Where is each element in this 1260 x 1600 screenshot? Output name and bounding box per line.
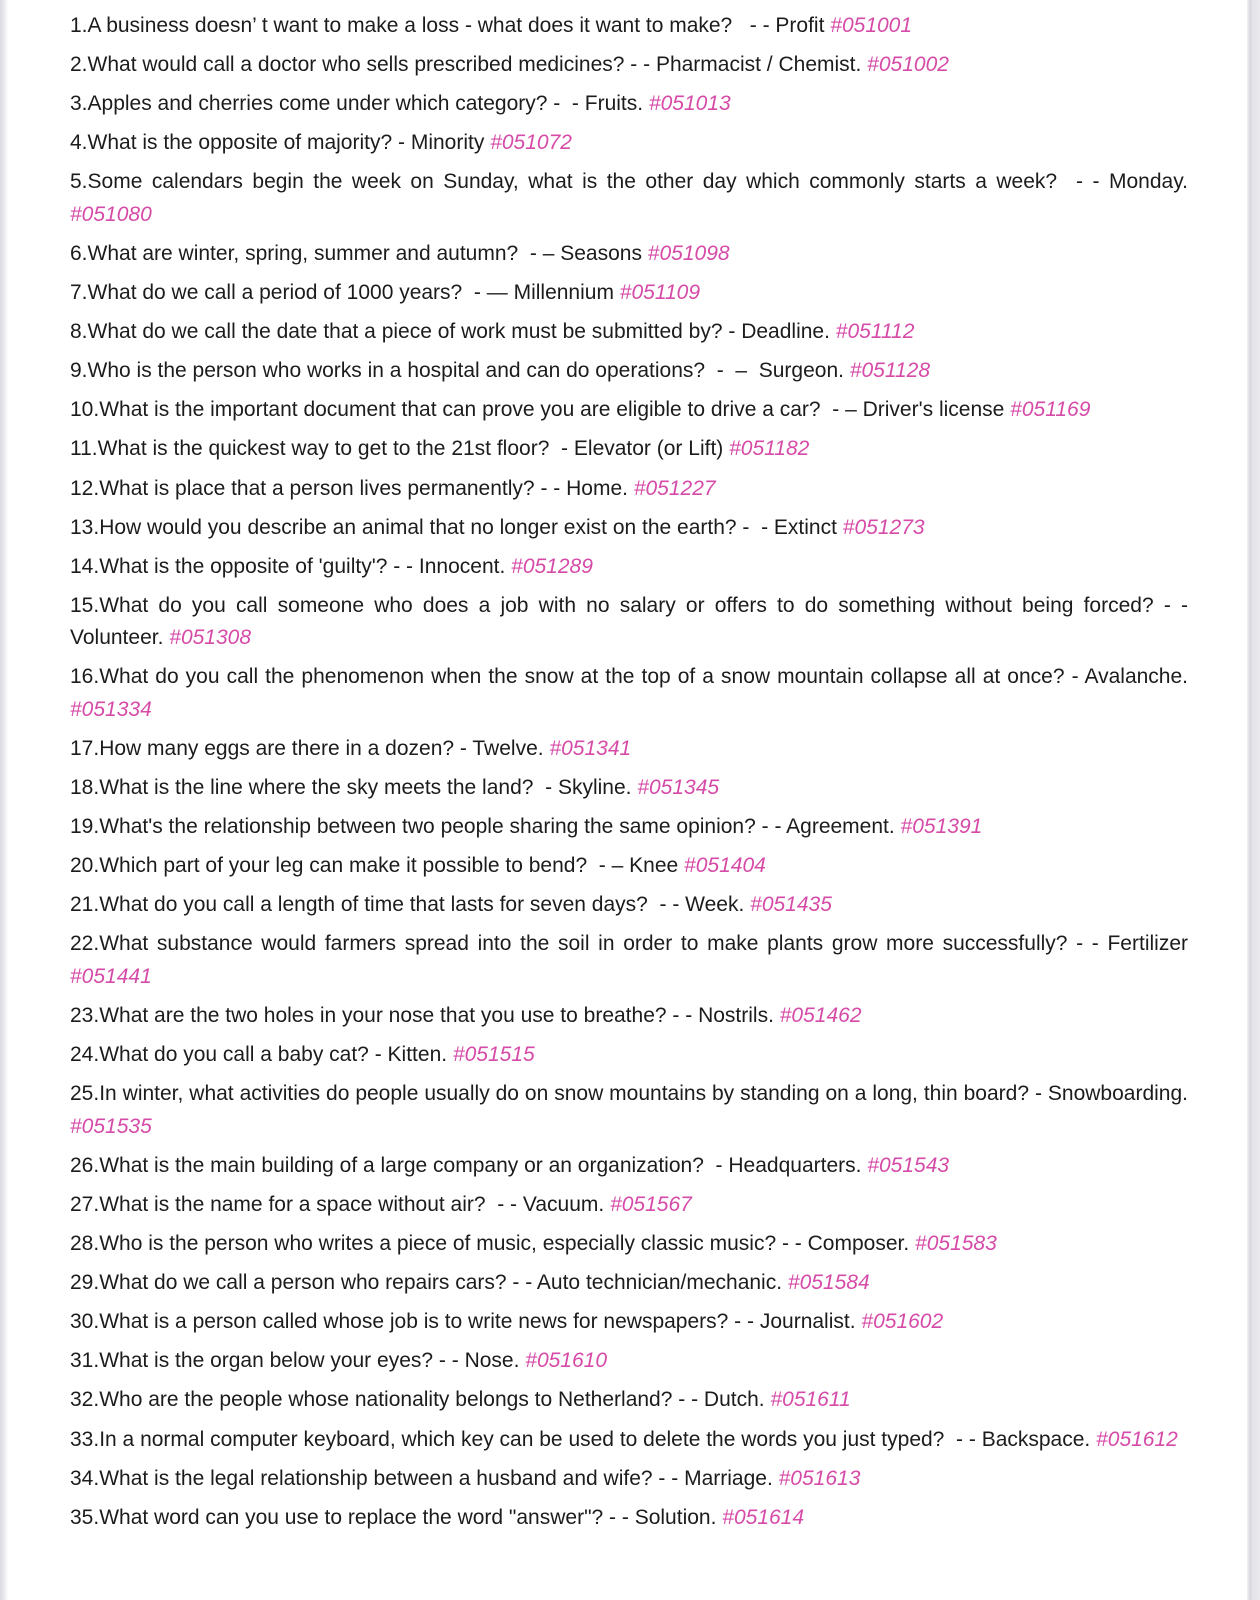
answer-text: Home. [566, 476, 628, 500]
question-code: #051182 [729, 437, 810, 461]
answer-text: Monday. [1109, 170, 1188, 194]
question-code: #051391 [900, 815, 983, 839]
question-code: #051435 [750, 893, 832, 917]
question-code: #051109 [619, 281, 700, 305]
question-code: #051072 [490, 131, 572, 155]
answer-text: Minority [410, 131, 485, 155]
question-text [70, 1271, 537, 1294]
question-body: A business doesn’ t want to make a loss - what does it want to make? [87, 14, 733, 37]
question-body: What is the important document that can prove you are eligible to drive a car? [99, 398, 821, 422]
question-body: Apples and cherries come under which category? [87, 92, 548, 116]
answer-text: Millennium [513, 281, 614, 305]
question-body: What is the line where the sky meets the land? [99, 776, 534, 800]
question-text [70, 516, 774, 539]
question-number: 17. [70, 737, 100, 760]
question-text [70, 131, 411, 154]
answer-separator: - - [776, 1232, 808, 1256]
qa-item [70, 1150, 1188, 1183]
question-text [70, 665, 1084, 688]
answer-separator: - [1064, 665, 1085, 689]
answer-separator: - [392, 131, 411, 155]
answer-text: Kitten. [387, 1043, 448, 1067]
question-code: #051013 [648, 92, 731, 116]
question-number: 23. [70, 1004, 100, 1028]
question-code: #051341 [549, 737, 632, 760]
qa-item [70, 1039, 1188, 1072]
answer-text: Seasons [560, 241, 648, 265]
answer-separator: - [533, 776, 558, 800]
question-body: Who are the people whose nationality belongs to Netherland? [99, 1388, 673, 1412]
question-code: #051128 [849, 359, 931, 383]
answer-separator: - - [672, 1388, 704, 1412]
question-body: In winter, what activities do people usually do on snow mountains by standing on a long, thin board? [99, 1082, 1030, 1106]
answer-text: Vacuum. [522, 1192, 605, 1216]
qa-item [70, 661, 1188, 726]
answer-text: Fruits. [584, 92, 644, 116]
answer-separator: - - [387, 554, 419, 578]
question-body: What do we call a period of 1000 years? [87, 281, 463, 305]
question-code: #051543 [867, 1153, 950, 1177]
answer-separator: - - [647, 893, 686, 917]
question-number: 6. [70, 241, 88, 265]
answer-text: Solution. [634, 1505, 717, 1529]
qa-item [70, 49, 1188, 82]
question-number: 14. [70, 554, 100, 578]
qa-item [70, 394, 1188, 427]
question-text [70, 1467, 684, 1490]
qa-item [70, 811, 1188, 844]
question-text [70, 242, 560, 265]
answer-text: Composer. [807, 1232, 910, 1256]
answer-separator: - - [736, 515, 774, 539]
question-text [70, 1388, 704, 1411]
question-text [70, 1004, 698, 1027]
question-text [70, 594, 1194, 617]
question-body: What do you call the phenomenon when the snow at the top of a snow mountain collapse all at once? [99, 665, 1065, 689]
answer-text: Profit [775, 14, 831, 37]
qa-item [70, 277, 1188, 310]
answer-separator: - - [944, 1427, 982, 1451]
question-number: 5. [70, 170, 88, 194]
question-body: What is the organ below your eyes? [99, 1349, 434, 1373]
question-text [70, 477, 566, 500]
qa-item [70, 316, 1188, 349]
question-number: 9. [70, 359, 88, 383]
question-number: 21. [70, 893, 100, 917]
qa-item [70, 88, 1188, 121]
qa-item [70, 590, 1194, 655]
question-number: 15. [70, 593, 100, 617]
qa-item [70, 889, 1188, 922]
answer-separator: - – [518, 241, 561, 265]
question-text [70, 932, 1107, 955]
answer-text: Pharmacist / Chemist. [655, 53, 862, 77]
answer-text: Dutch. [703, 1388, 765, 1412]
question-number: 22. [70, 932, 100, 956]
qa-document [70, 10, 1194, 1541]
answer-separator: - - [547, 92, 585, 116]
answer-separator: - - [755, 815, 787, 839]
question-number: 4. [70, 131, 88, 155]
question-body: In a normal computer keyboard, which key can be used to delete the words you just typed? [99, 1427, 945, 1451]
question-number: 29. [70, 1271, 100, 1295]
question-text [70, 1349, 465, 1372]
question-body: What is the legal relationship between a husband and wife? [99, 1466, 653, 1490]
question-code: #051273 [842, 515, 925, 539]
question-text [70, 1043, 388, 1066]
question-body: How many eggs are there in a dozen? [99, 737, 455, 760]
answer-separator: - – [705, 359, 759, 383]
answer-separator: - - [728, 1310, 760, 1334]
answer-text: Extinct [773, 515, 837, 539]
answer-separator: - [1029, 1082, 1048, 1106]
question-body: What do you call someone who does a job with no salary or offers to do something without being forced? [99, 593, 1154, 617]
question-body: What do you call a length of time that lasts for seven days? [99, 893, 648, 917]
question-code: #051289 [511, 554, 593, 578]
qa-item [70, 1502, 1188, 1535]
question-body: How would you describe an animal that no longer exist on the earth? [99, 515, 737, 539]
question-code: #051112 [835, 320, 915, 344]
question-code: #051404 [684, 854, 766, 878]
answer-text: Backspace. [981, 1427, 1091, 1451]
question-body: What are the two holes in your nose that you use to breathe? [99, 1004, 667, 1028]
scrollbar-track[interactable] [1247, 0, 1260, 1600]
question-text [70, 1154, 728, 1177]
question-text [70, 1232, 808, 1255]
question-body: What is the name for a space without air? [99, 1192, 486, 1216]
question-code: #051515 [452, 1043, 535, 1067]
answer-text: Snowboarding. [1047, 1082, 1188, 1106]
answer-separator: - - [485, 1192, 523, 1216]
answer-text: Driver's license [862, 398, 1005, 422]
qa-item [70, 733, 1188, 766]
question-number: 31. [70, 1349, 100, 1373]
answer-separator: - - [506, 1271, 537, 1295]
question-code: #051535 [70, 1114, 152, 1138]
question-number: 16. [70, 665, 100, 689]
question-code: #051334 [70, 697, 152, 721]
qa-item [70, 10, 1188, 43]
answer-separator: - - [603, 1505, 635, 1529]
question-number: 24. [70, 1043, 100, 1067]
qa-item [70, 1306, 1188, 1339]
qa-item [70, 238, 1188, 271]
question-number: 13. [70, 515, 100, 539]
question-text [70, 281, 514, 304]
question-code: #051614 [722, 1505, 805, 1529]
answer-separator: - - [666, 1004, 699, 1028]
answer-text: Marriage. [684, 1466, 773, 1490]
question-code: #051567 [610, 1192, 692, 1216]
question-text [70, 776, 558, 799]
question-number: 28. [70, 1232, 100, 1256]
question-number: 32. [70, 1388, 100, 1412]
answer-text: Knee [629, 854, 679, 878]
question-text [70, 14, 775, 37]
question-number: 12. [70, 476, 100, 500]
answer-separator: - – [820, 398, 863, 422]
answer-text: Volunteer. [70, 626, 164, 650]
qa-item [70, 1000, 1188, 1033]
answer-separator: - - [1153, 593, 1194, 617]
question-text [70, 1082, 1048, 1105]
question-code: #051612 [1096, 1427, 1178, 1451]
question-body: What substance would farmers spread into the soil in order to make plants grow more successfully? [99, 932, 1068, 956]
question-body: Some calendars begin the week on Sunday, what is the other day which commonly starts a week? [87, 170, 1058, 194]
question-text [70, 53, 656, 76]
question-body: What do you call a baby cat? [99, 1043, 369, 1067]
question-code: #051080 [70, 202, 152, 226]
question-body: What is the quickest way to get to the 21st floor? [97, 437, 550, 461]
question-text [70, 1310, 760, 1333]
question-body: What is the opposite of majority? [87, 131, 393, 155]
question-text [70, 893, 685, 916]
question-number: 2. [70, 53, 88, 77]
answer-text: Headquarters. [728, 1153, 862, 1177]
question-number: 8. [70, 320, 88, 344]
question-text [70, 1428, 982, 1451]
answer-text: Journalist. [759, 1310, 856, 1334]
question-code: #051610 [525, 1349, 608, 1373]
question-code: #051462 [779, 1004, 862, 1028]
question-body: What do we call a person who repairs cars? [99, 1271, 507, 1295]
answer-separator: - - [652, 1466, 685, 1490]
qa-item [70, 551, 1188, 584]
question-text [70, 170, 1109, 193]
qa-item [70, 1345, 1188, 1378]
question-text [70, 320, 741, 343]
answer-text: Surgeon. [758, 359, 844, 383]
qa-item [70, 512, 1188, 545]
qa-item [70, 166, 1188, 231]
answer-separator: - - [1067, 932, 1108, 956]
question-code: #051002 [867, 53, 949, 77]
left-page-edge [0, 0, 8, 1600]
question-body: What's the relationship between two people sharing the same opinion? [99, 815, 756, 839]
answer-separator: - – [587, 854, 630, 878]
question-number: 3. [70, 92, 88, 116]
answer-text: Nose. [464, 1349, 520, 1373]
answer-text: Auto technician/mechanic. [536, 1271, 783, 1295]
qa-item [70, 928, 1188, 993]
qa-item [70, 1463, 1188, 1496]
answer-text: Avalanche. [1084, 665, 1188, 689]
question-text [70, 1506, 635, 1529]
answer-separator: - - [433, 1349, 465, 1373]
question-number: 27. [70, 1192, 100, 1216]
question-code: #051611 [770, 1388, 851, 1412]
qa-item [70, 850, 1188, 883]
question-body: Who is the person who works in a hospital and can do operations? [87, 359, 706, 383]
qa-item [70, 433, 1188, 466]
question-body: Which part of your leg can make it possible to bend? [99, 854, 588, 878]
question-body: What is place that a person lives permanently? [99, 476, 535, 500]
answer-separator: - [368, 1043, 388, 1067]
answer-separator: - [703, 1153, 729, 1177]
question-number: 34. [70, 1466, 100, 1490]
question-code: #051001 [830, 14, 913, 37]
question-number: 10. [70, 398, 100, 422]
qa-item [70, 1424, 1188, 1457]
qa-item [70, 1189, 1188, 1222]
question-code: #051583 [915, 1232, 997, 1256]
answer-separator: - - [534, 476, 567, 500]
question-body: What are winter, spring, summer and autumn? [87, 241, 519, 265]
question-number: 25. [70, 1082, 100, 1106]
question-code: #051345 [637, 776, 720, 800]
question-body: Who is the person who writes a piece of music, especially classic music? [99, 1232, 777, 1256]
question-number: 18. [70, 776, 100, 800]
answer-separator: - - [1057, 170, 1109, 194]
answer-text: Innocent. [418, 554, 506, 578]
question-number: 35. [70, 1505, 100, 1529]
answer-separator: - — [462, 281, 514, 305]
question-body: What is a person called whose job is to write news for newspapers? [99, 1310, 729, 1334]
answer-separator: - - [624, 53, 656, 77]
answer-text: Deadline. [741, 320, 830, 344]
question-text [70, 92, 585, 115]
question-number: 7. [70, 281, 88, 305]
answer-separator: - [454, 737, 473, 760]
answer-separator: - - [732, 14, 776, 37]
question-text [70, 1193, 523, 1216]
answer-separator: - [722, 320, 742, 344]
qa-item [70, 1078, 1188, 1143]
question-code: #051441 [70, 964, 152, 988]
question-code: #051613 [778, 1466, 861, 1490]
question-code: #051602 [861, 1310, 944, 1334]
question-number: 20. [70, 854, 100, 878]
question-number: 30. [70, 1310, 100, 1334]
answer-text: Twelve. [472, 737, 544, 760]
answer-text: Week. [685, 893, 745, 917]
question-text [70, 398, 863, 421]
question-body: What do we call the date that a piece of work must be submitted by? [87, 320, 723, 344]
question-text [70, 437, 574, 460]
question-body: What is the opposite of 'guilty'? [99, 554, 388, 578]
qa-item [70, 355, 1188, 388]
qa-item [70, 1228, 1188, 1261]
question-number: 19. [70, 815, 100, 839]
question-code: #051584 [787, 1271, 870, 1295]
qa-item [70, 1267, 1188, 1300]
question-body: What word can you use to replace the word "answer"? [99, 1505, 604, 1529]
question-code: #051169 [1010, 398, 1091, 422]
qa-item [70, 473, 1188, 506]
question-code: #051308 [169, 626, 252, 650]
answer-separator: - [549, 437, 574, 461]
question-text [70, 815, 786, 838]
question-code: #051227 [633, 476, 716, 500]
question-number: 11. [70, 437, 98, 461]
qa-item [70, 127, 1188, 160]
answer-text: Agreement. [786, 815, 895, 839]
question-body: What would call a doctor who sells prescribed medicines? [87, 53, 625, 77]
question-number: 33. [70, 1427, 100, 1451]
question-text [70, 555, 419, 578]
question-text [70, 854, 629, 877]
answer-text: Skyline. [557, 776, 632, 800]
question-number: 1. [70, 14, 88, 37]
question-text [70, 359, 759, 382]
question-code: #051098 [647, 241, 730, 265]
answer-text: Nostrils. [698, 1004, 774, 1028]
qa-item [70, 1384, 1188, 1417]
qa-item [70, 772, 1188, 805]
question-body: What is the main building of a large company or an organization? [99, 1153, 704, 1177]
question-text [70, 737, 472, 760]
answer-text: Fertilizer [1107, 932, 1188, 956]
question-number: 26. [70, 1153, 100, 1177]
answer-text: Elevator (or Lift) [573, 437, 724, 461]
